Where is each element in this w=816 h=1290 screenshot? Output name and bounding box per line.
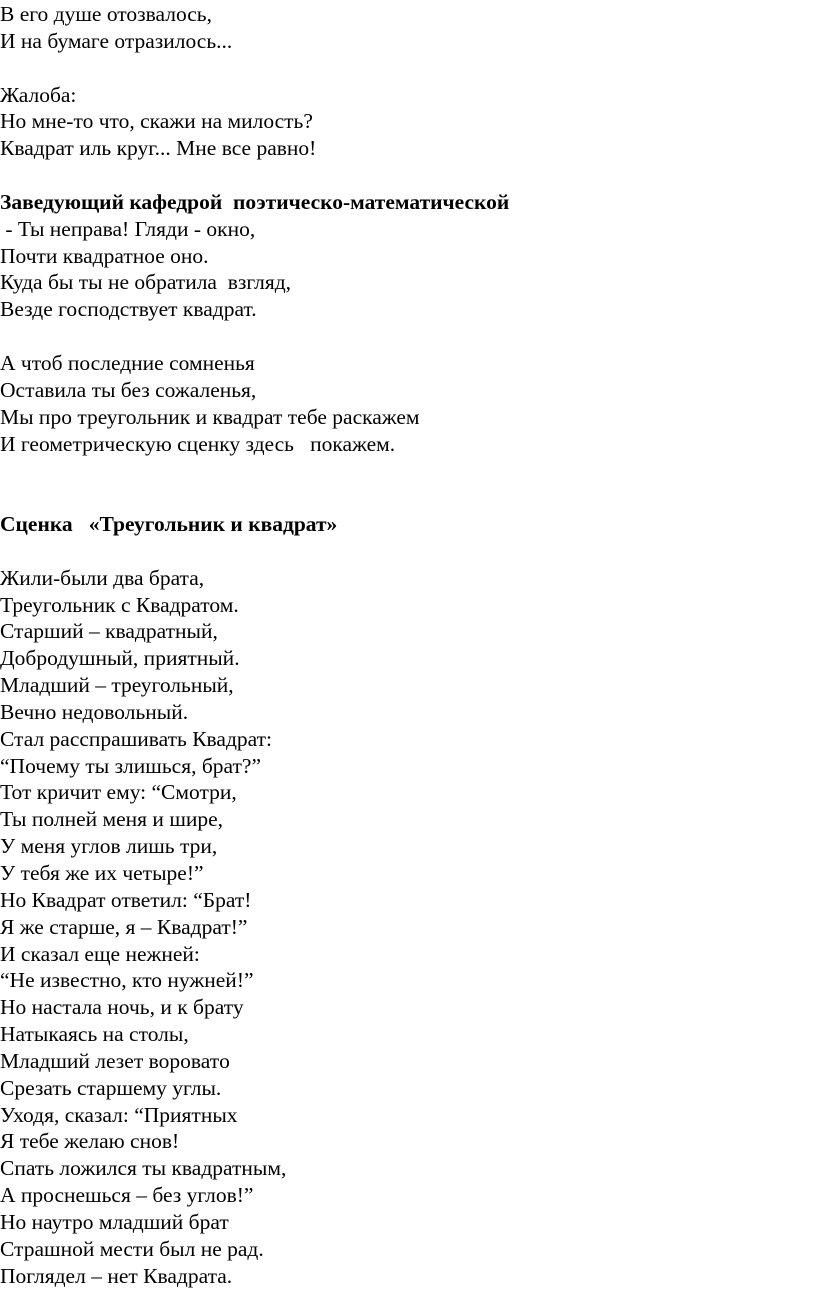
poem-line: Но Квадрат ответил: “Брат! [0, 887, 252, 912]
poem-line: Вечно недовольный. [0, 699, 189, 724]
poem-line: “Почему ты злишься, брат?” [0, 753, 261, 778]
poem-line: У меня углов лишь три, [0, 834, 218, 859]
poem-line: Жили-были два брата, [0, 565, 205, 590]
poem-line: А чтоб последние сомненья [0, 350, 255, 375]
poem-line: Почти квадратное оно. [0, 243, 209, 268]
poem-line: Старший – квадратный, [0, 619, 218, 644]
poem-line: - Ты неправа! Гляди - окно, [0, 216, 256, 241]
blank-line [0, 323, 816, 350]
poem-line: Мы про треугольник и квадрат тебе раскажем [0, 404, 420, 429]
blank-line [0, 162, 816, 189]
poem-line: “Не известно, кто нужней!” [0, 968, 254, 993]
poem-line: Ты полней меня и шире, [0, 807, 224, 832]
poem-line: Но настала ночь, и к брату [0, 995, 244, 1020]
poem-line: Младший лезет вороватo [0, 1048, 230, 1073]
poem-line: Но мне-то что, скажи на милость? [0, 109, 313, 134]
poem-line: Я же старше, я – Квадрат!” [0, 914, 248, 939]
poem-line: В его душе отозвалось, [0, 2, 212, 26]
poem-line: Стал расспрашивать Квадрат: [0, 726, 273, 751]
poem-line: Я тебе желаю снов! [0, 1129, 180, 1154]
blank-line [0, 55, 816, 82]
poem-line: Оставила ты без сожаленья, [0, 377, 257, 402]
scene-verse [0, 565, 816, 1290]
speaker-department-head: Заведующий кафедрой поэтическо-математической [0, 189, 510, 214]
poem-line: Натыкаясь на столы, [0, 1022, 189, 1047]
poem-line: И геометрическую сценку здесь покажем. [0, 431, 396, 456]
blank-line [0, 538, 816, 565]
poem-line: А проснешься – без углов!” [0, 1183, 254, 1208]
poem-line: Но наутро младший брат [0, 1209, 229, 1234]
poem-line: Везде господствует квадрат. [0, 297, 257, 322]
document-page [0, 1, 816, 1290]
blank-line [0, 457, 816, 484]
poem-line: Страшной мести был не рад. [0, 1236, 264, 1261]
poem-line: У тебя же их четыре!” [0, 861, 204, 885]
poem-line: Младший – треугольный, [0, 673, 234, 698]
poem-line: Тот кричит ему: “Смотри, [0, 780, 237, 805]
blank-line [0, 484, 816, 511]
poem-line: И на бумаге отразилось... [0, 28, 233, 53]
speaker-complaint: Жалоба: [0, 82, 77, 107]
poem-line: Уходя, сказал: “Приятных [0, 1102, 238, 1127]
poem-line: Квадрат иль круг... Мне все равно! [0, 136, 317, 161]
poem-line: Куда бы ты не обратила взгляд, [0, 270, 292, 295]
poem-line: И сказал еще нежней: [0, 941, 200, 966]
poem-line: Поглядел – нет Квадрата. [0, 1263, 233, 1288]
poem-line: Треугольник с Квадратом. [0, 592, 239, 617]
poem-line: Спать ложился ты квадратным, [0, 1156, 287, 1181]
scene-title: Сценка «Треугольник и квадрат» [0, 512, 338, 537]
poem-line: Срезать старшему углы. [0, 1075, 222, 1100]
poem-line: Добродушный, приятный. [0, 646, 240, 671]
